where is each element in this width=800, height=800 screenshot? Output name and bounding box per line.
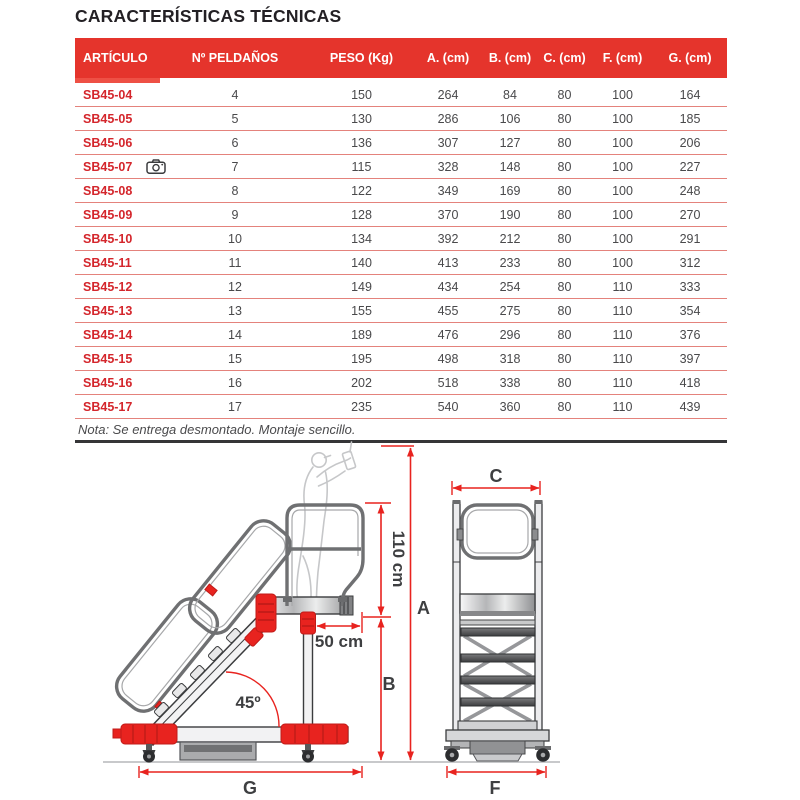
spec-table [75,38,727,443]
table-row [75,299,727,323]
value-cell: 100 [592,251,653,275]
value-cell: 169 [483,179,537,203]
table-row [75,155,727,179]
value-cell: 100 [592,131,653,155]
value-cell: 80 [537,251,592,275]
value-cell: 110 [592,347,653,371]
article-cell [75,155,160,179]
caster-wheel [143,744,156,763]
value-cell: 14 [160,323,310,347]
col-header-f: F. (cm) [592,38,653,81]
value-cell: 392 [413,227,483,251]
article-code: SB45-16 [83,375,133,390]
value-cell: 134 [310,227,413,251]
article-code: SB45-13 [83,303,133,318]
article-cell [75,251,160,275]
value-cell: 149 [310,275,413,299]
value-cell: 80 [537,179,592,203]
value-cell: 476 [413,323,483,347]
article-cell [75,203,160,227]
article-cell [75,81,160,107]
value-cell: 195 [310,347,413,371]
value-cell: 110 [592,275,653,299]
value-cell: 122 [310,179,413,203]
dim-label-b: B [382,674,396,694]
table-row [75,323,727,347]
value-cell: 128 [310,203,413,227]
value-cell: 291 [653,227,727,251]
value-cell: 127 [483,131,537,155]
col-header-a: A. (cm) [413,38,483,81]
camera-icon [146,159,166,174]
col-header-b: B. (cm) [483,38,537,81]
value-cell: 349 [413,179,483,203]
value-cell: 248 [653,179,727,203]
article-cell [75,275,160,299]
value-cell: 110 [592,323,653,347]
value-cell: 110 [592,395,653,419]
value-cell: 100 [592,81,653,107]
value-cell: 100 [592,107,653,131]
value-cell: 370 [413,203,483,227]
article-cell [75,179,160,203]
front-platform [460,594,535,625]
dim-label-c: C [489,466,503,486]
dim-label-50: 50 cm [314,632,364,651]
note-cell: Nota: Se entrega desmontado. Montaje sencillo. [75,419,727,442]
value-cell: 110 [592,371,653,395]
article-code: SB45-09 [83,207,133,222]
value-cell: 418 [653,371,727,395]
value-cell: 100 [592,227,653,251]
table-row [75,347,727,371]
value-cell: 10 [160,227,310,251]
dim-label-g: G [242,778,258,798]
col-header-c: C. (cm) [537,38,592,81]
value-cell: 312 [653,251,727,275]
value-cell: 9 [160,203,310,227]
value-cell: 360 [483,395,537,419]
article-code: SB45-04 [83,87,133,102]
value-cell: 318 [483,347,537,371]
value-cell: 80 [537,275,592,299]
value-cell: 80 [537,81,592,107]
dim-label-f: F [489,778,501,798]
value-cell: 80 [537,155,592,179]
value-cell: 80 [537,323,592,347]
value-cell: 202 [310,371,413,395]
value-cell: 397 [653,347,727,371]
value-cell: 11 [160,251,310,275]
worker-figure [297,442,356,599]
value-cell: 275 [483,299,537,323]
value-cell: 136 [310,131,413,155]
article-code: SB45-11 [83,255,132,270]
note-row [75,419,727,442]
value-cell: 498 [413,347,483,371]
value-cell: 296 [483,323,537,347]
front-base [444,721,551,762]
value-cell: 80 [537,107,592,131]
article-cell [75,299,160,323]
side-view-diagram [110,442,363,763]
value-cell: 80 [537,203,592,227]
article-code: SB45-12 [83,279,133,294]
value-cell: 140 [310,251,413,275]
front-guardrail-loop [457,505,538,558]
value-cell: 227 [653,155,727,179]
value-cell: 434 [413,275,483,299]
value-cell: 100 [592,203,653,227]
table-row [75,227,727,251]
col-header-peso: PESO (Kg) [310,38,413,81]
header-row [75,38,727,81]
value-cell: 155 [310,299,413,323]
platform-guardrail [283,505,363,606]
table-row [75,371,727,395]
article-code: SB45-17 [83,399,133,414]
value-cell: 439 [653,395,727,419]
table-row [75,275,727,299]
value-cell: 233 [483,251,537,275]
value-cell: 206 [653,131,727,155]
article-code: SB45-05 [83,111,133,126]
value-cell: 150 [310,81,413,107]
value-cell: 84 [483,81,537,107]
value-cell: 115 [310,155,413,179]
table-row [75,179,727,203]
value-cell: 148 [483,155,537,179]
value-cell: 16 [160,371,310,395]
value-cell: 518 [413,371,483,395]
value-cell: 286 [413,107,483,131]
caster-wheel [302,744,315,763]
value-cell: 15 [160,347,310,371]
article-code: SB45-15 [83,351,133,366]
value-cell: 235 [310,395,413,419]
front-view-diagram [444,500,551,762]
value-cell: 80 [537,371,592,395]
value-cell: 190 [483,203,537,227]
article-code: SB45-06 [83,135,133,150]
value-cell: 333 [653,275,727,299]
value-cell: 376 [653,323,727,347]
value-cell: 354 [653,299,727,323]
value-cell: 164 [653,81,727,107]
article-cell [75,131,160,155]
value-cell: 5 [160,107,310,131]
technical-diagram [0,440,800,800]
value-cell: 185 [653,107,727,131]
col-header-g: G. (cm) [653,38,727,81]
caster-wheel [535,746,551,762]
value-cell: 264 [413,81,483,107]
value-cell: 189 [310,323,413,347]
value-cell: 80 [537,347,592,371]
base-frame-side [113,724,348,763]
value-cell: 13 [160,299,310,323]
value-cell: 212 [483,227,537,251]
value-cell: 100 [592,179,653,203]
dim-label-a: A [417,598,430,618]
article-code: SB45-10 [83,231,133,246]
table-row [75,251,727,275]
value-cell: 100 [592,155,653,179]
table-row [75,203,727,227]
value-cell: 338 [483,371,537,395]
angle-label: 45º [235,693,261,712]
value-cell: 307 [413,131,483,155]
col-header-articulo: ARTÍCULO [75,38,160,81]
value-cell: 17 [160,395,310,419]
value-cell: 328 [413,155,483,179]
col-header-peldanos: Nº PELDAÑOS [160,38,310,81]
value-cell: 110 [592,299,653,323]
value-cell: 12 [160,275,310,299]
page-title: CARACTERÍSTICAS TÉCNICAS [75,6,342,26]
value-cell: 7 [160,155,310,179]
article-cell [75,107,160,131]
dim-label-110: 110 cm [389,530,408,588]
value-cell: 413 [413,251,483,275]
table-row [75,81,727,107]
article-cell [75,371,160,395]
value-cell: 80 [537,395,592,419]
value-cell: 8 [160,179,310,203]
value-cell: 540 [413,395,483,419]
caster-wheel [444,746,460,762]
value-cell: 80 [537,131,592,155]
table-row [75,395,727,419]
value-cell: 80 [537,227,592,251]
article-code: SB45-08 [83,183,133,198]
value-cell: 270 [653,203,727,227]
table-row [75,107,727,131]
value-cell: 4 [160,81,310,107]
value-cell: 130 [310,107,413,131]
value-cell: 6 [160,131,310,155]
article-code: SB45-07 [83,160,133,174]
article-code: SB45-14 [83,327,133,342]
value-cell: 80 [537,299,592,323]
value-cell: 455 [413,299,483,323]
value-cell: 106 [483,107,537,131]
value-cell: 254 [483,275,537,299]
table-row [75,131,727,155]
article-cell [75,323,160,347]
article-cell [75,347,160,371]
article-cell [75,227,160,251]
article-cell [75,395,160,419]
platform-side [256,594,353,729]
